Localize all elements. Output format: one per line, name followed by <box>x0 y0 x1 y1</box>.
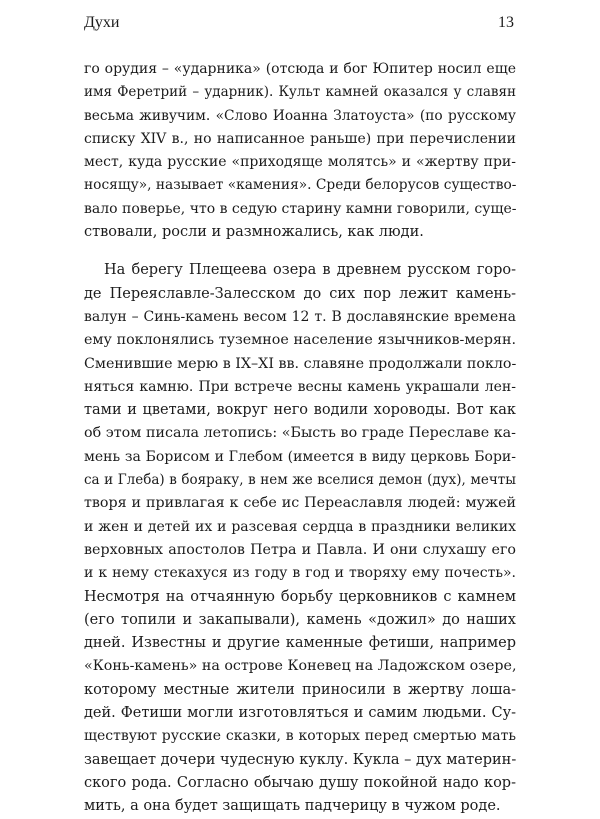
text-line: мить, а она будет защищать падчерицу в чужом роде. <box>84 798 501 815</box>
text-line: и к нему стекахуся из году в год и творяху ему почесть». <box>84 565 516 582</box>
text-line: верховных апостолов Петра и Павла. И они слухашу его <box>84 541 516 558</box>
text-line: На берегу Плещеева озера в древнем русском горо- <box>104 262 516 279</box>
text-line: вало поверье, что в седую старину камни говорили, суще- <box>84 200 517 217</box>
section-title: Духи <box>84 14 120 31</box>
text-line: Несмотря на отчаянную борьбу церковников с камнем <box>84 588 516 605</box>
text-line: (его топили и закапывали), камень «дожил» до наших <box>84 611 516 628</box>
page-number: 13 <box>498 14 514 31</box>
text-line: дней. Известны и другие каменные фетиши, например <box>84 635 516 652</box>
text-line: го орудия – «ударника» (отсюда и бог Юпитер носил еще <box>84 61 516 77</box>
text-line: весьма живучим. «Слово Иоанна Златоуста» (по русскому <box>84 107 516 124</box>
text-line: тами и цветами, вокруг него водили хороводы. Вот как <box>84 402 516 419</box>
text-line: творя и привлагая к себе ис Переаславля людей: мужей <box>84 495 516 512</box>
text-line: ского рода. Согласно обычаю душу покойной надо кор- <box>84 774 516 791</box>
text-line: ему поклонялись туземное население язычников-мерян. <box>84 332 516 349</box>
text-line: валун – Синь-камень весом 12 т. В дославянские времена <box>84 308 516 325</box>
text-line: ствовали, росли и размножались, как люди. <box>84 224 424 241</box>
text-line: няться камню. При встрече весны камень украшали лен- <box>84 378 516 395</box>
running-head <box>84 14 514 38</box>
text-line: ществуют русские сказки, в которых перед смертью мать <box>84 728 516 745</box>
text-line: носящу», называет «камения». Среди белорусов существо- <box>84 177 517 194</box>
text-line: завещает дочери чудесную куклу. Кукла – дух материн- <box>84 751 517 768</box>
paragraph-2 <box>84 259 516 818</box>
body-text <box>84 58 516 819</box>
text-line: дей. Фетиши могли изготовляться и самим людьми. Су- <box>84 705 516 722</box>
text-line: которому местные жители приносили в жертву лоша- <box>84 681 516 698</box>
text-line: Сменившие мерю в IX–XI вв. славяне продолжали покло- <box>84 355 517 372</box>
text-line: об этом писала летопись: «Бысть во граде Переславе ка- <box>84 425 516 442</box>
paragraph-spacer <box>84 244 516 259</box>
text-line: мест, куда русские «приходяще молятсь» и «жертву при- <box>84 154 516 171</box>
text-line: «Конь-камень» на острове Коневец на Ладожском озере, <box>84 658 517 675</box>
text-line: мень за Борисом и Глебом (имеется в виду церковь Бори- <box>84 448 516 465</box>
text-line: са и Глеба) в бояраку, в нем же вселися демон (дух), мечты <box>84 472 516 489</box>
text-line: де Переяславле-Залесском до сих пор лежит камень- <box>84 285 516 302</box>
text-line: имя Феретрий – ударник). Культ камней оказался у славян <box>84 84 516 101</box>
paragraph-1 <box>84 58 516 244</box>
text-line: и жен и детей их и разсевая сердца в праздники великих <box>84 518 516 535</box>
text-line: списку XIV в., но написанное раньше) при перечислении <box>84 130 516 147</box>
